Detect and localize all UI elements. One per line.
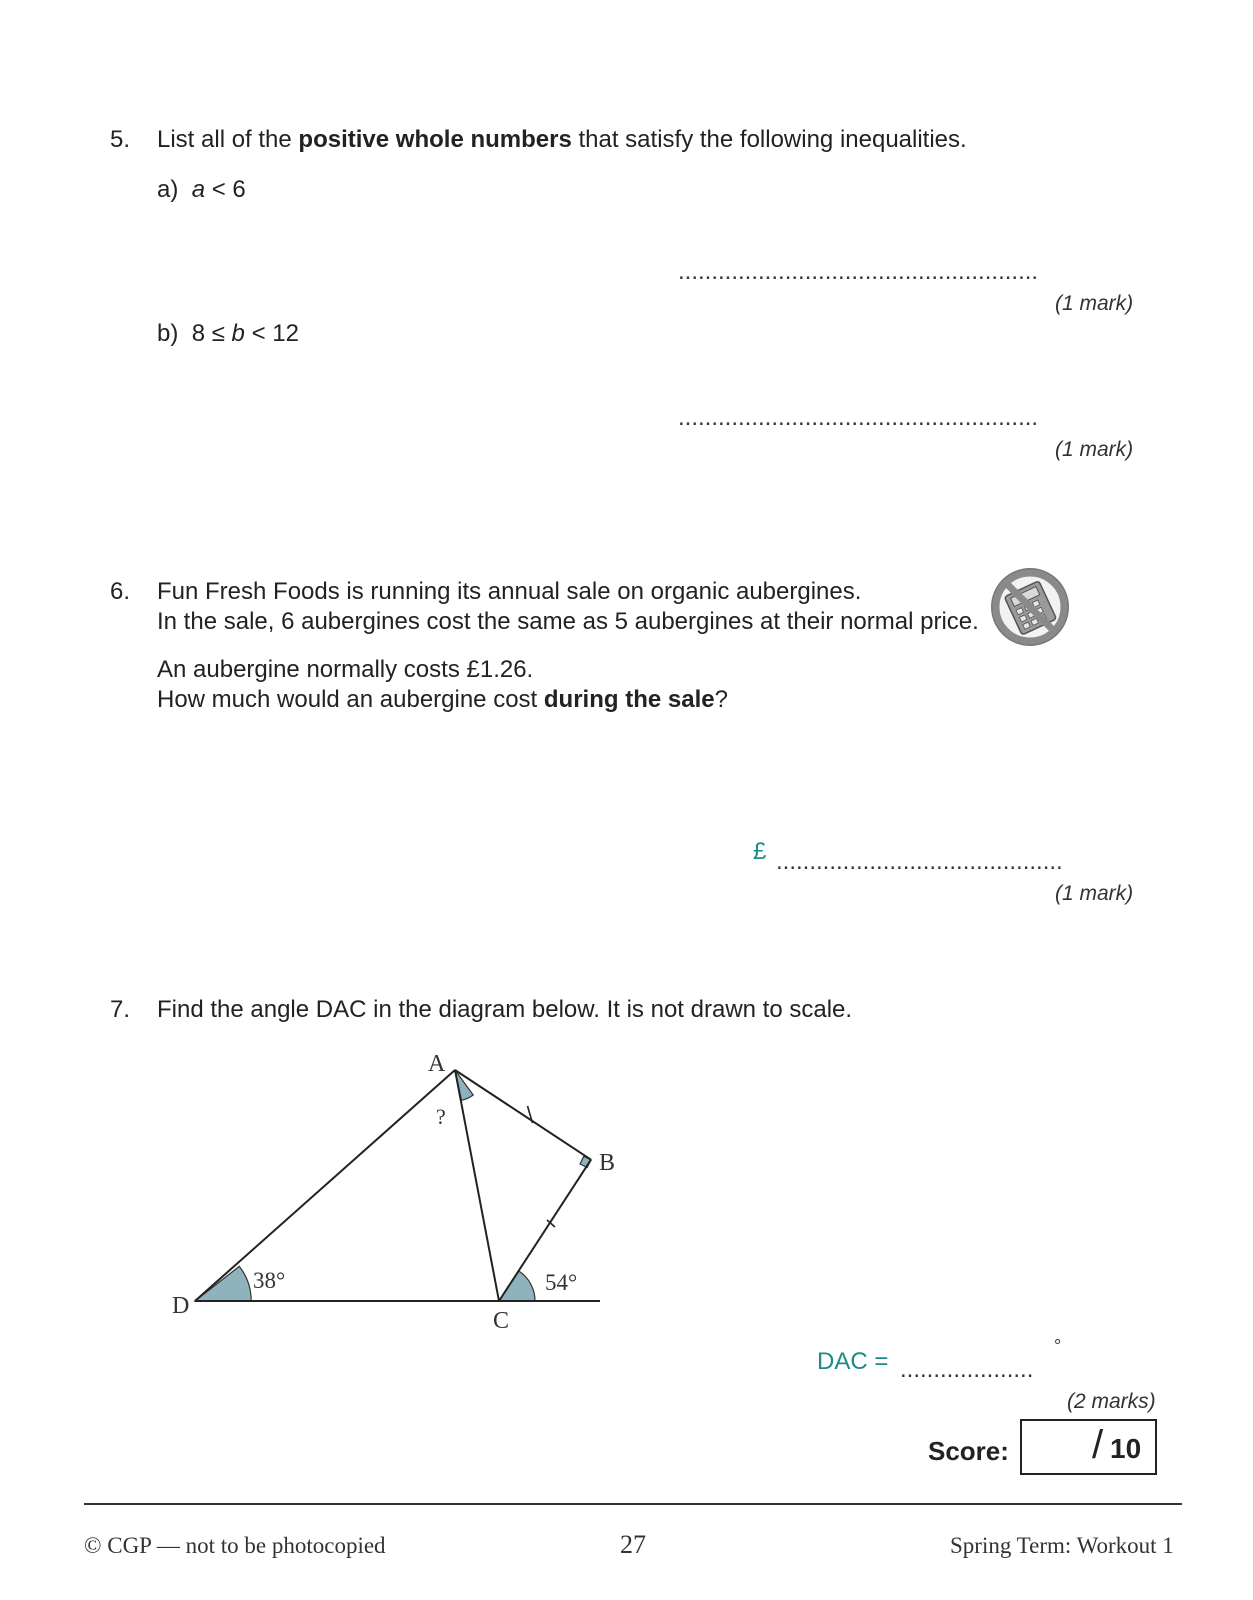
triangle-diagram	[160, 1045, 630, 1345]
q5a-mark: (1 mark)	[1055, 292, 1134, 315]
q5-text: List all of the positive whole numbers that satisfy the following inequalities.	[157, 126, 967, 153]
q7-answer-label: DAC =	[817, 1348, 889, 1375]
q5a-inequality: a) a < 6	[157, 176, 246, 203]
score-box[interactable]	[1020, 1419, 1157, 1475]
q5a-answer-line[interactable]: ......................................................	[678, 258, 1039, 285]
score-slash: /	[1092, 1423, 1104, 1467]
q6-line4: How much would an aubergine cost during the sale?	[157, 686, 728, 713]
q7-answer-line[interactable]: ....................	[900, 1356, 1034, 1383]
score-total: 10	[1110, 1433, 1142, 1464]
label-c: C	[493, 1308, 510, 1334]
no-calculator-icon	[988, 565, 1072, 649]
score-label: Score:	[928, 1436, 1009, 1466]
q5b-inequality: b) 8 ≤ b < 12	[157, 320, 299, 347]
q6-line1: Fun Fresh Foods is running its annual sale on organic aubergines.	[157, 578, 862, 605]
label-d: D	[172, 1293, 190, 1319]
q7-number: 7.	[110, 996, 131, 1023]
label-angle-d: 38°	[253, 1268, 286, 1293]
q7-text: Find the angle DAC in the diagram below. It is not drawn to scale.	[157, 996, 853, 1023]
q5b-answer-line[interactable]: ......................................................	[678, 404, 1039, 431]
line-da	[195, 1070, 455, 1301]
line-ac	[455, 1070, 499, 1301]
footer-divider	[84, 1503, 1182, 1505]
q5b-mark: (1 mark)	[1055, 438, 1134, 461]
footer-section: Spring Term: Workout 1	[950, 1533, 1174, 1558]
angle-d-sector	[195, 1266, 251, 1301]
q6-line2: In the sale, 6 aubergines cost the same as 5 aubergines at their normal price.	[157, 608, 979, 635]
q6-line3: An aubergine normally costs £1.26.	[157, 656, 534, 683]
label-b: B	[599, 1150, 616, 1176]
label-a: A	[428, 1051, 446, 1077]
q6-mark: (1 mark)	[1055, 882, 1134, 905]
q7-degree-symbol: °	[1054, 1336, 1062, 1356]
angle-c-sector	[499, 1271, 535, 1301]
page-number: 27	[620, 1530, 646, 1559]
q6-answer-line[interactable]: ...........................................	[776, 848, 1063, 875]
line-ab	[455, 1070, 591, 1160]
q5-number: 5.	[110, 126, 131, 153]
footer-copyright: © CGP — not to be photocopied	[84, 1533, 386, 1558]
label-unknown-angle: ?	[436, 1104, 446, 1129]
q7-mark: (2 marks)	[1067, 1390, 1156, 1413]
label-angle-c: 54°	[545, 1270, 578, 1295]
q6-currency: £	[753, 838, 767, 865]
q6-number: 6.	[110, 578, 131, 605]
